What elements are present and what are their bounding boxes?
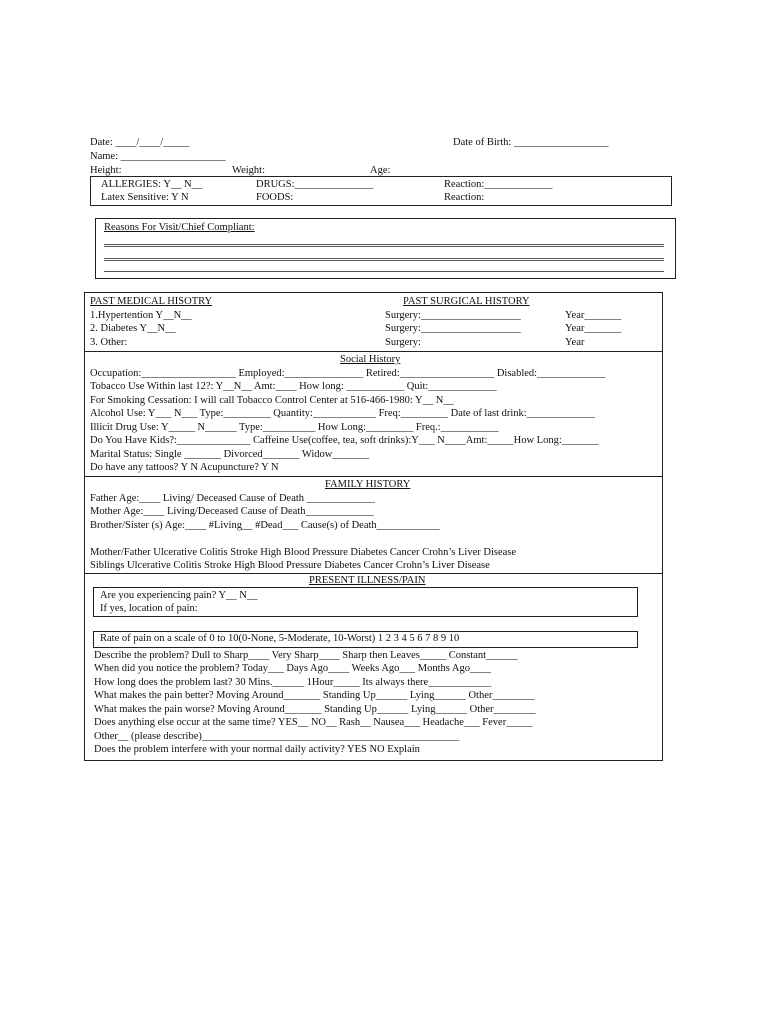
surgery-field[interactable]: Surgery:___________________ [385,310,521,321]
pain-title: PRESENT ILLNESS/PAIN [309,575,426,586]
family-conditions[interactable]: Mother/Father Ulcerative Colitis Stroke High Blood Pressure Diabetes Cancer Crohn’s Liver Disease [90,547,517,558]
reasons-line[interactable] [104,246,664,247]
pain-location[interactable]: If yes, location of pain: [100,603,198,614]
divider [84,573,663,574]
foods-field[interactable]: FOODS: [256,192,294,203]
pain-line[interactable]: Describe the problem? Dull to Sharp____ Very Sharp____ Sharp then Leaves_____ Constant______ [94,650,518,661]
surgical-title: PAST SURGICAL HISTORY [403,296,530,307]
divider [84,476,663,477]
latex-field[interactable]: Latex Sensitive: Y N [101,192,189,203]
social-line[interactable]: Do You Have Kids?:______________ Caffeine Use(coffee, tea, soft drinks):Y___ N____Amt:_____How Long:_______ [90,435,599,446]
social-line[interactable]: Marital Status: Single _______ Divorced_______ Widow_______ [90,449,370,460]
pain-line[interactable]: What makes the pain better? Moving Around_______ Standing Up______ Lying______ Other________ [94,690,535,701]
family-conditions[interactable]: Siblings Ulcerative Colitis Stroke High Blood Pressure Diabetes Cancer Crohn’s Liver Disease [90,560,490,571]
pain-line[interactable]: How long does the problem last? 30 Mins.______ 1Hour_____ Its always there____________ [94,677,492,688]
medical-item[interactable]: 3. Other: [90,337,128,348]
family-line[interactable]: Mother Age:____ Living/Deceased Cause of Death_____________ [90,506,374,517]
social-title: Social History [340,354,401,365]
reasons-line[interactable] [104,244,664,245]
medical-item[interactable]: 2. Diabetes Y__N__ [90,323,176,334]
reasons-line[interactable] [104,260,664,261]
name-field[interactable]: Name: ____________________ [90,151,226,162]
pain-question[interactable]: Are you experiencing pain? Y__ N__ [100,590,258,601]
reaction-field-2[interactable]: Reaction: [444,192,485,203]
year-field[interactable]: Year [565,337,585,348]
reasons-line[interactable] [104,271,664,272]
year-field[interactable]: Year_______ [565,323,622,334]
pain-line[interactable]: Does the problem interfere with your normal daily activity? YES NO Explain [94,744,420,755]
social-line[interactable]: Illicit Drug Use: Y_____ N______ Type:__________ How Long:_________ Freq.:___________ [90,422,499,433]
allergies-field[interactable]: ALLERGIES: Y__ N__ [101,179,203,190]
medical-item[interactable]: 1.Hypertention Y__N__ [90,310,192,321]
pain-line[interactable]: Does anything else occur at the same time? YES__ NO__ Rash__ Nausea___ Headache___ Fever_____ [94,717,533,728]
reaction-field-1[interactable]: Reaction:_____________ [444,179,553,190]
divider [84,351,663,352]
social-line[interactable]: Alcohol Use: Y___ N___ Type:_________ Quantity:____________ Freq:_________ Date of last drink:_____________ [90,408,595,419]
social-line[interactable]: Occupation:__________________ Employed:_______________ Retired:__________________ Disabled:_____________ [90,368,606,379]
drugs-field[interactable]: DRUGS:_______________ [256,179,374,190]
age-field[interactable]: Age: [370,165,391,176]
family-title: FAMILY HISTORY [325,479,411,490]
pain-line[interactable]: What makes the pain worse? Moving Around_______ Standing Up______ Lying______ Other________ [94,704,536,715]
pain-line[interactable]: Other__ (please describe)_________________________________________________ [94,731,460,742]
year-field[interactable]: Year_______ [565,310,622,321]
dob-field[interactable]: Date of Birth: __________________ [453,137,609,148]
date-field[interactable]: Date: ____/____/_____ [90,137,190,148]
social-line[interactable]: Do have any tattoos? Y N Acupuncture? Y N [90,462,279,473]
family-line[interactable]: Brother/Sister (s) Age:____ #Living__ #Dead___ Cause(s) of Death____________ [90,520,440,531]
medical-title: PAST MEDICAL HISOTRY [90,296,213,307]
pain-scale[interactable]: Rate of pain on a scale of 0 to 10(0-None, 5-Moderate, 10-Worst) 1 2 3 4 5 6 7 8 9 10 [100,633,460,644]
social-line[interactable]: For Smoking Cessation: I will call Tobacco Control Center at 516-466-1980: Y__ N__ [90,395,454,406]
surgery-field[interactable]: Surgery: [385,337,421,348]
reasons-title: Reasons For Visit/Chief Compliant: [104,222,255,233]
social-line[interactable]: Tobacco Use Within last 12?: Y__N__ Amt:____ How long: ___________ Quit:_____________ [90,381,497,392]
family-line[interactable]: Father Age:____ Living/ Deceased Cause of Death _____________ [90,493,375,504]
weight-field[interactable]: Weight: [232,165,265,176]
pain-line[interactable]: When did you notice the problem? Today___ Days Ago____ Weeks Ago___ Months Ago____ [94,663,491,674]
surgery-field[interactable]: Surgery:___________________ [385,323,521,334]
reasons-line[interactable] [104,258,664,259]
height-field[interactable]: Height: [90,165,122,176]
